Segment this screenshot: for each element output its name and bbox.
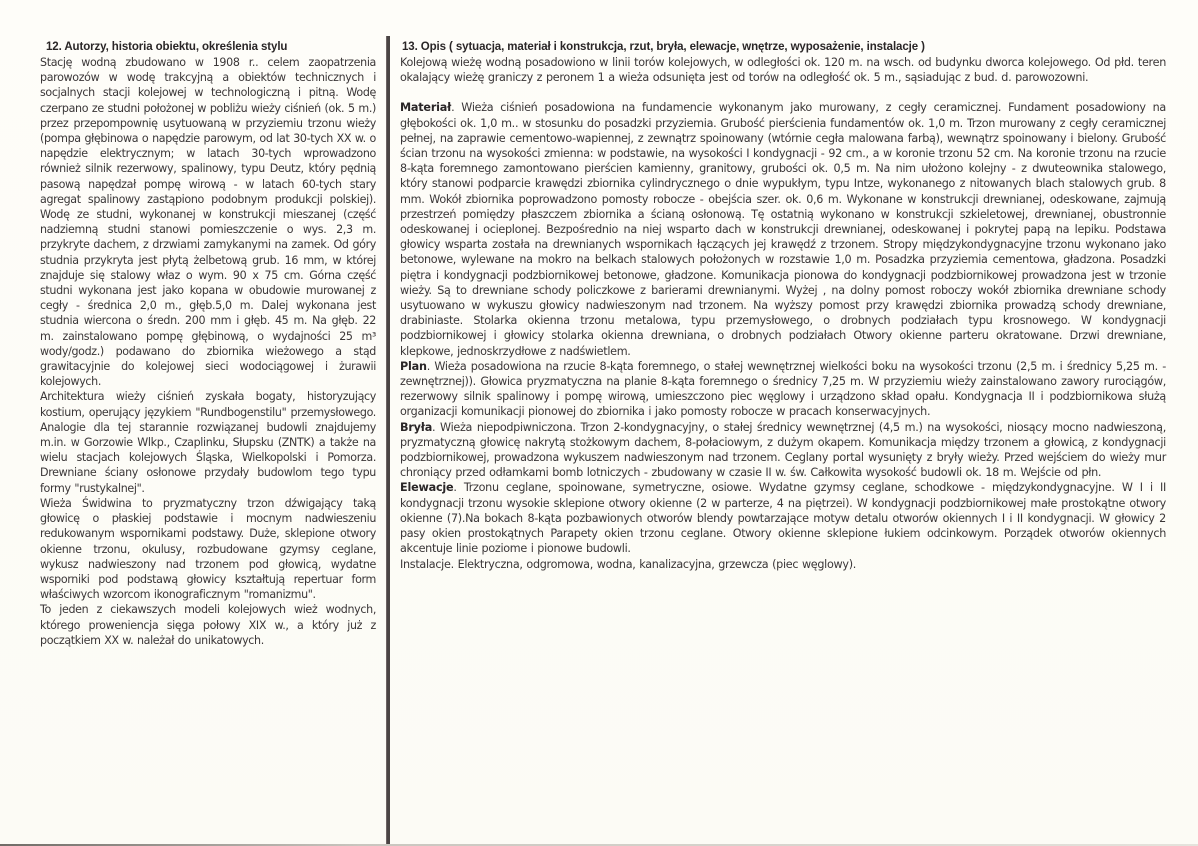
description-block-installations: [400, 557, 1166, 572]
section-13-heading: 13. Opis ( sytuacja, materiał i konstrukcja, rzut, bryła, elewacje, wnętrze, wyposażenie, instalacje ): [402, 41, 925, 53]
history-paragraph-architecture: Architektura wieży ciśnień zyskała bogaty, historyzujący kostium, operujący językiem "Rundbogenstilu" przemysłowego. Analogie dla tej starannie rozwiązanej budowli znajdujemy m.in. w Gorzowie Wlkp., Czaplinku, Słupsku (ZNTK) a także na wielu stacjach kolejowych Śląska, Wielkopolski i Pomorza. Drewniane ściany osłonowe przydały budowlom tego typu formy "rustykalnej".: [40, 390, 376, 495]
block-label-elevations: Elewacje: [400, 481, 454, 495]
description-block-material: [400, 100, 1166, 358]
block-text-elevations: . Trzonu ceglane, spoinowane, symetryczne, osiowe. Wydatne gzymsy ceglane, schodkowe - międzykondygnacyjne. W I i II kondygnacji trzonu wysokie sklepione otwory okienne (2 w parterze, 4 na piętrzei). W kondygnacji podzbiornikowej małe prostokątne otwory okienne (7).Na bokach 8-kąta pozbawionych otworów blendy powtarzające motyw detalu otworów okiennych I i II kondygnacji. W głowicy 2 pasy okien prostokątnych Parapety okien trzonu ceglane. Otwory okienne sklepione łukiem odcinkowym. Porządek otworów okiennych akcentuje linie poziome i pionowe budowli.: [400, 481, 1166, 556]
history-paragraph-uniqueness: To jeden z ciekawszych modeli kolejowych wież wodnych, którego proweniencja sięga połowy XIX w., a który już z początkiem XX w. należał do unikatowych.: [40, 603, 376, 647]
history-paragraph-tower-form: Wieża Świdwina to pryzmatyczny trzon dźwigający taką głowicę o płaskiej podstawie i mocnym nadwieszeniu redukowanym wspornikami podstawy. Duże, sklepione otwory okienne trzonu, okulusy, rozbudowane gzymsy ceglane, wykusz nadwieszony nad trzonem pod głowicą, wydatne wsporniki pod podstawą głowicy kształtują repertuar form właściwych wzorcom ikonograficznym "romanizmu".: [40, 496, 376, 602]
block-label-plan: Plan: [400, 359, 427, 373]
paragraph-gap: [400, 85, 1166, 100]
description-block-elevations: [400, 480, 1166, 556]
block-label-material: Materiał: [400, 101, 452, 115]
block-text-material: . Wieża ciśnień posadowiona na fundamencie wykonanym jako murowany, z cegły ceramicznej. Fundament posadowiony na głębokości ok. 1,0 m.. w stosunku do posadzki przyziemia. Grubość pierścienia fundamentów ok. 1,0 m. Trzon murowany z cegły ceramicznej pełnej, na zaprawie cementowo-wapiennej, z zewnątrz spoinowany (wtórnie cegła malowana farbą), wewnątrz spoinowany i bielony. Grubość ścian trzonu na wysokości zmienna: w podstawie, na wysokości I kondygnacji - 92 cm., a w koronie trzonu 52 cm. Na koronie trzonu na rzucie 8-kąta foremnego zamontowano pierścien kamienny, granitowy, grubości ok. 0,5 m. Na nim ułożono kolejny - z dwuteownika stalowego, który stanowi podparcie krawędzi zbiornika cylindrycznego o dnie wypukłym, typu Intze, wykonanego z nitowanych blach stalowych grub. 8 mm. Wokół zbiornika poprowadzono pomosty robocze - obejścia szer. ok. 0,6 m. Wykonane w konstrukcji drewnianej, odeskowane, zajmują przestrzeń pomiędzy płaszczem zbiornika a ścianą osłonową. Tę ostatnią wykonano w konstrukcji szkieletowej, drewnianej, obustronnie odeskowanej i ocieplonej. Bezpośrednio na niej wsparto dach w konstrukcji drewnianej, odeskowanej i pokrytej papą na lepiku. Podstawa głowicy wsparta została na drewnianych wspornikach łączących jej krawędź z trzonem. Stropy międzykondygnacyjne trzonu wykonano jako betonowe, wylewane na mokro na belkach stalowych położonych w rozstawie 1,0 m. Posadzka przyziemia cementowa, gładzona. Posadzki piętra i kondygnacji podzbiornikowej betonowe, gładzone. Komunikacja pionowa do kondygnacji podzbiornikowej prowadzona jest w trzonie wieży. Są to drewniane schody policzkowe z barierami drewnianymi. Wyżej , na dolny pomost roboczy wokół zbiornika drewniane schody usytuowano w wykuszu głowicy nadwieszonym nad trzonem. Na wyższy pomost przy krawędzi zbiornika prowadzą schody drewniane, drabiniaste. Stolarka okienna trzonu metalowa, typu przemysłowego, o drobnych podziałach typu krosnowego. W kondygnacji podzbiornikowej i głowicy stolarka okienna drewniana, o drobnych podziałach Otwory okienne parteru okratowane. Drzwi drewniane, klepkowe, jednoskrzydłowe z nadświetlem.: [400, 101, 1166, 358]
column-divider: [386, 36, 390, 846]
description-intro-situation: Kolejową wieżę wodną posadowiono w linii torów kolejowych, w odległości ok. 120 m. na wsch. od budynku dworca kolejowego. Od płd. teren okalający wieżę graniczy z peronem 1 a wieża odsunięta jest od torów na odległość ok. 5 m., sąsiadując z bud. d. parowozowni.: [400, 56, 1166, 85]
block-text-plan: . Wieża posadowiona na rzucie 8-kąta foremnego, o stałej wewnętrznej wielkości boku na wysokości trzonu (2,5 m. i średnicy 5,25 m. -zewnętrznej)). Głowica pryzmatyczna na planie 8-kąta foremnego o średnicy 7,25 m. W przyziemiu wieży zainstalowano zawory rurociągów, rezerwowy silnik spalinowy i pompę wirową, umieszczono piec węglowy i urządzono skład opału. Kondygnacja II i podzbiornikowa służą organizacji komunikacji pionowej do zbiornika i jako pomosty robocze w pracach konserwacyjnych.: [400, 359, 1166, 419]
section-13-description: [400, 40, 1166, 572]
block-text-massing: . Wieża niepodpiwniczona. Trzon 2-kondygnacyjny, o stałej średnicy wewnętrznej (4,5 m.) na wysokości, niosący mocno nadwieszoną, pryzmatyczną głowicę nakrytą stożkowym dachem, 8-połaciowym, z dużym okapem. Komunikacja między trzonem a głowicą, z kondygnacji podzbiornikowej, prowadzona wykuszem nadwieszonym nad trzonem. Ceglany portal wysunięty z bryły wieży. Przed wejściem do wieży mur chroniący przed odłamkami bomb lotniczych - zbudowany w czasie II w. św. Całkowita wysokość budowli ok. 18 m. Wejście od płn.: [400, 420, 1166, 480]
description-block-plan: [400, 359, 1166, 420]
block-text-installations: Instalacje. Elektryczna, odgromowa, wodna, kanalizacyjna, grzewcza (piec węglowy).: [400, 557, 857, 571]
section-12-authors-history-style: [40, 40, 376, 648]
section-12-heading: 12. Autorzy, historia obiektu, określenia stylu: [46, 41, 288, 53]
history-paragraph-water-station: Stację wodną zbudowano w 1908 r.. celem zaopatrzenia parowozów w wodę trakcyjną a obiektów technicznych i socjalnych stacji kolejowej w technologiczną i pitną. Wodę czerpano ze studni położonej w pobliżu wieży ciśnień (ok. 5 m.) przez przepompownię usytuowaną w przyziemiu trzonu wieży (pompa głębinowa o napędzie parowym, od lat 30-tych XX w. o napędzie elektrycznym; w latach 30-tych wprowadzono również silnik rezerwowy, spalinowy, typu Deutz, który pędnią pasową napędzał pompę wirową - w latach 60-tych stary agregat spalinowy zastąpiono podobnym produkcji polskiej). Wodę ze studni, wykonanej w konstrukcji mieszanej (część nadziemną studni stanowi pomieszczenie o wys. 2,3 m. przykryte dachem, z drzwiami zamykanymi na zamek. Od góry studnia przykryta jest płytą żelbetową grub. 16 mm, w której znajduje się stalowy właz o wym. 90 x 75 cm. Górna część studni wykonana jest jako kopana w obudowie murowanej z cegły - średnica 2,0 m., głęb.5,0 m. Dalej wykonana jest studnia wiercona o średn. 200 mm i głęb. 45 m. Na głęb. 22 m. zainstalowano pompę głębinową, o wydajności 25 m³ wody/godz.) podawano do zbiornika wieżowego a stąd grawitacyjnie do kolejowej sieci wodociągowej i żurawii kolejowych.: [40, 56, 376, 389]
description-block-massing: [400, 420, 1166, 481]
block-label-massing: Bryła: [400, 420, 433, 434]
